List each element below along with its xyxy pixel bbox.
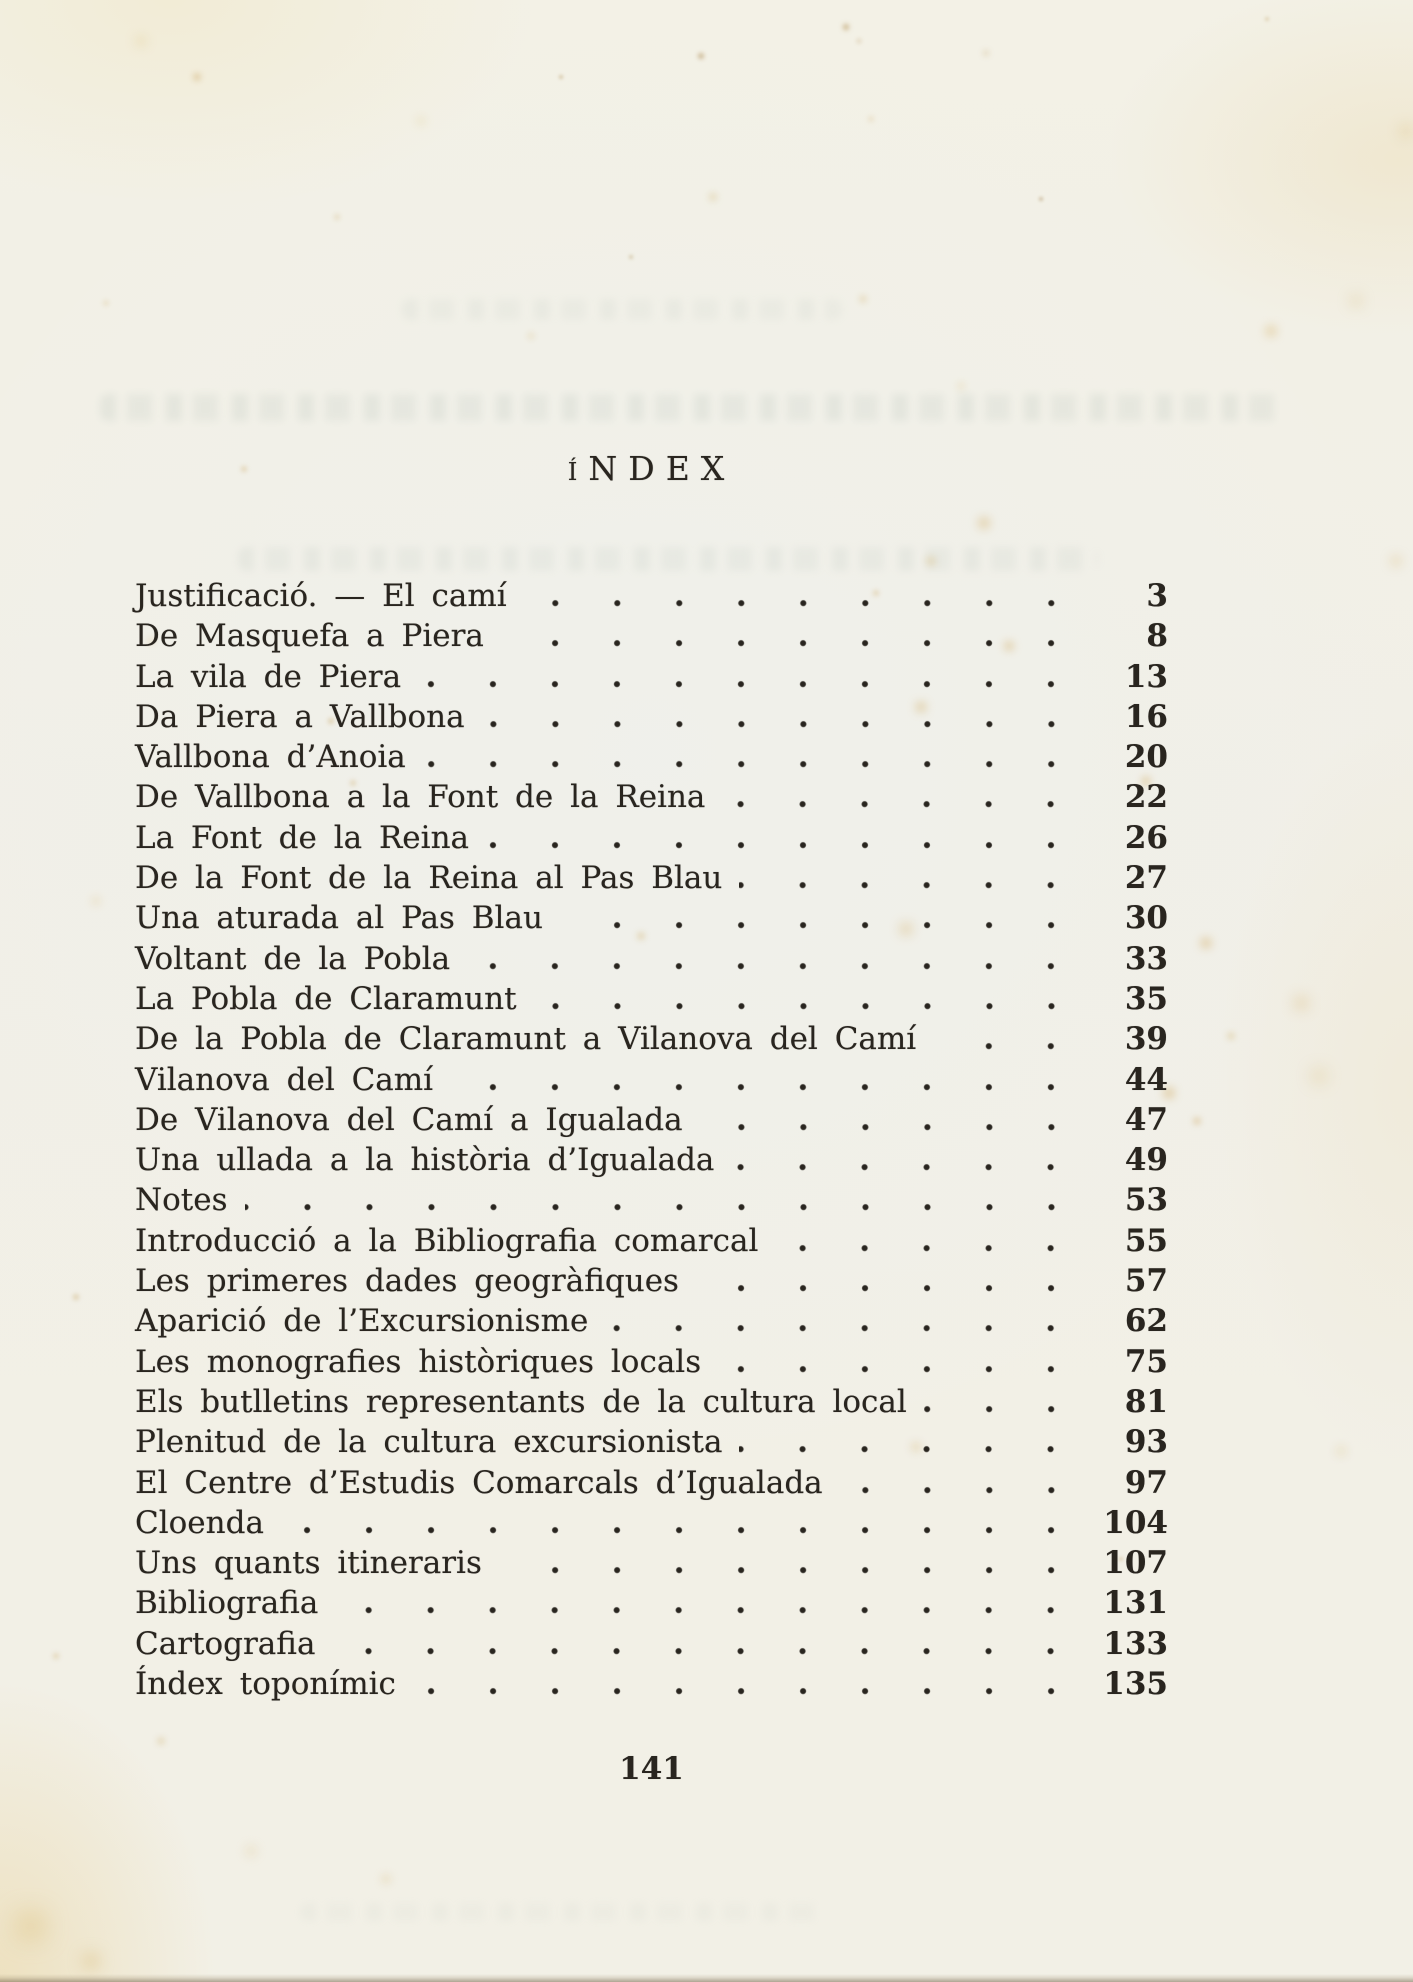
toc-entry [135,1060,1168,1100]
toc-entry-page: 75 [1124,1343,1168,1380]
dot-leader [560,898,1084,938]
toc-entry-title: Da Piera a Vallbona [135,698,465,735]
toc-entry [135,1422,1168,1462]
scan-bottom-edge [0,1974,1413,1982]
toc-entry [135,1382,1168,1422]
dot-leader [335,1583,1084,1623]
verso-showthrough-band [100,394,1280,421]
dot-leader [332,1624,1084,1664]
dot-leader [933,1019,1084,1059]
toc-entry-page: 55 [1124,1222,1168,1259]
toc-entry [135,818,1168,858]
toc-entry-title: Una aturada al Pas Blau [135,900,543,937]
toc-entry [135,898,1168,938]
toc-entry [135,1221,1168,1261]
toc-entry-title: Una ullada a la història d’Igualada [135,1142,715,1179]
toc-entry [135,1140,1168,1180]
toc-entry-title: Les monografies històriques locals [135,1343,702,1380]
toc-entry-title: Introducció a la Bibliografia comarcal [135,1222,759,1259]
dot-leader [418,657,1084,697]
dot-leader [739,1422,1084,1462]
toc-entry-page: 30 [1124,900,1168,937]
toc-entry-page: 35 [1124,980,1168,1017]
toc-entry [135,1463,1168,1503]
toc-entry [135,1342,1168,1382]
toc-entry-title: Uns quants itineraris [135,1545,482,1582]
dot-leader [700,1100,1084,1140]
dot-leader [718,1342,1084,1382]
toc-entry-page: 22 [1124,779,1168,816]
toc-entry-title: De Vilanova del Camí a Igualada [135,1101,683,1138]
toc-entry [135,1180,1168,1220]
toc-entry-page: 49 [1124,1142,1168,1179]
toc-entry-page: 107 [1103,1545,1168,1582]
toc-entry-title: De la Pobla de Claramunt a Vilanova del Camí [135,1021,917,1058]
toc-entry [135,737,1168,777]
toc-entry [135,1624,1168,1664]
toc-entry-title: Voltant de la Pobla [135,940,451,977]
toc-entry-page: 135 [1103,1666,1168,1703]
dot-leader [281,1503,1084,1543]
toc-entry [135,1301,1168,1341]
dot-leader [486,818,1084,858]
toc-entry [135,697,1168,737]
toc-entry [135,1664,1168,1704]
toc-entry-page: 44 [1124,1061,1168,1098]
toc-entry [135,616,1168,656]
toc-entry [135,1503,1168,1543]
toc-entry [135,657,1168,697]
dot-leader [696,1261,1084,1301]
toc-entry-title: Vilanova del Camí [135,1061,434,1098]
toc-entry-page: 81 [1124,1383,1168,1420]
toc-entry-title: Aparició de l’Excursionisme [135,1303,589,1340]
toc-entry-page: 13 [1124,658,1168,695]
toc-entry-page: 93 [1124,1424,1168,1461]
dot-leader [423,737,1084,777]
toc-entry-page: 57 [1124,1263,1168,1300]
toc-entry-title: Bibliografia [135,1585,319,1622]
verso-showthrough-band [300,1903,820,1921]
toc-entry-title: Cloenda [135,1504,264,1541]
toc-entry-page: 3 [1146,578,1168,614]
toc-entry [135,1100,1168,1140]
dot-leader [501,616,1084,656]
toc-list [135,576,1168,1704]
dot-leader [413,1664,1084,1704]
toc-entry-title: De la Font de la Reina al Pas Blau [135,860,723,897]
toc-entry-page: 39 [1124,1021,1168,1058]
toc-entry-page: 8 [1146,618,1168,655]
toc-entry-page: 26 [1124,819,1168,856]
toc-entry-page: 33 [1124,940,1168,977]
toc-entry-page: 53 [1124,1182,1168,1219]
toc-entry [135,1261,1168,1301]
verso-showthrough-band [238,547,1098,571]
toc-entry-title: De Vallbona a la Font de la Reina [135,779,706,816]
dot-leader [482,697,1084,737]
toc-entry-page: 62 [1124,1303,1168,1340]
toc-entry-page: 27 [1124,860,1168,897]
toc-entry-page: 16 [1124,698,1168,735]
page-title: ÍNDEX [567,449,736,488]
toc-entry-title: Notes [135,1182,228,1219]
toc-entry-page: 97 [1124,1464,1168,1501]
toc-entry [135,939,1168,979]
toc-entry-title: El Centre d’Estudis Comarcals d’Igualada [135,1464,823,1501]
toc-entry [135,576,1168,616]
dot-leader [731,1140,1084,1180]
toc-entry-title: Les primeres dades geogràfiques [135,1263,679,1300]
toc-entry-page: 131 [1103,1585,1168,1622]
toc-entry-title: La vila de Piera [135,658,402,695]
toc-entry-title: Justificació. — El camí [135,578,507,614]
toc-entry-title: Vallbona d’Anoia [135,739,406,776]
toc-entry-title: La Pobla de Claramunt [135,980,517,1017]
dot-leader [499,1543,1084,1583]
dot-leader [605,1301,1084,1341]
toc-entry-title: Els butlletins representants de la cultura local [135,1383,907,1420]
toc-entry [135,1543,1168,1583]
toc-entry [135,979,1168,1019]
dot-leader [534,979,1084,1019]
paper-foxing-stains [0,0,2,2]
folio-page-number: 141 [619,1751,684,1787]
toc-entry [135,1583,1168,1623]
dot-leader [739,858,1084,898]
dot-leader [467,939,1084,979]
dot-leader [775,1221,1084,1261]
toc-entry-title: La Font de la Reina [135,819,470,856]
dot-leader [524,576,1084,616]
toc-entry-page: 47 [1124,1101,1168,1138]
verso-showthrough-band [402,299,842,320]
dot-leader [722,777,1084,817]
dot-leader [245,1180,1084,1220]
dot-leader [840,1463,1084,1503]
toc-entry-title: Plenitud de la cultura excursionista [135,1424,723,1461]
toc-entry-page: 104 [1103,1504,1168,1541]
toc-entry-title: De Masquefa a Piera [135,618,484,655]
toc-entry-page: 20 [1124,739,1168,776]
toc-entry [135,1019,1168,1059]
dot-leader [924,1382,1084,1422]
dot-leader [450,1060,1084,1100]
toc-entry-title: Índex toponímic [135,1666,396,1703]
toc-entry [135,777,1168,817]
toc-entry-page: 133 [1103,1625,1168,1662]
toc-entry-title: Cartografia [135,1625,316,1662]
toc-entry [135,858,1168,898]
